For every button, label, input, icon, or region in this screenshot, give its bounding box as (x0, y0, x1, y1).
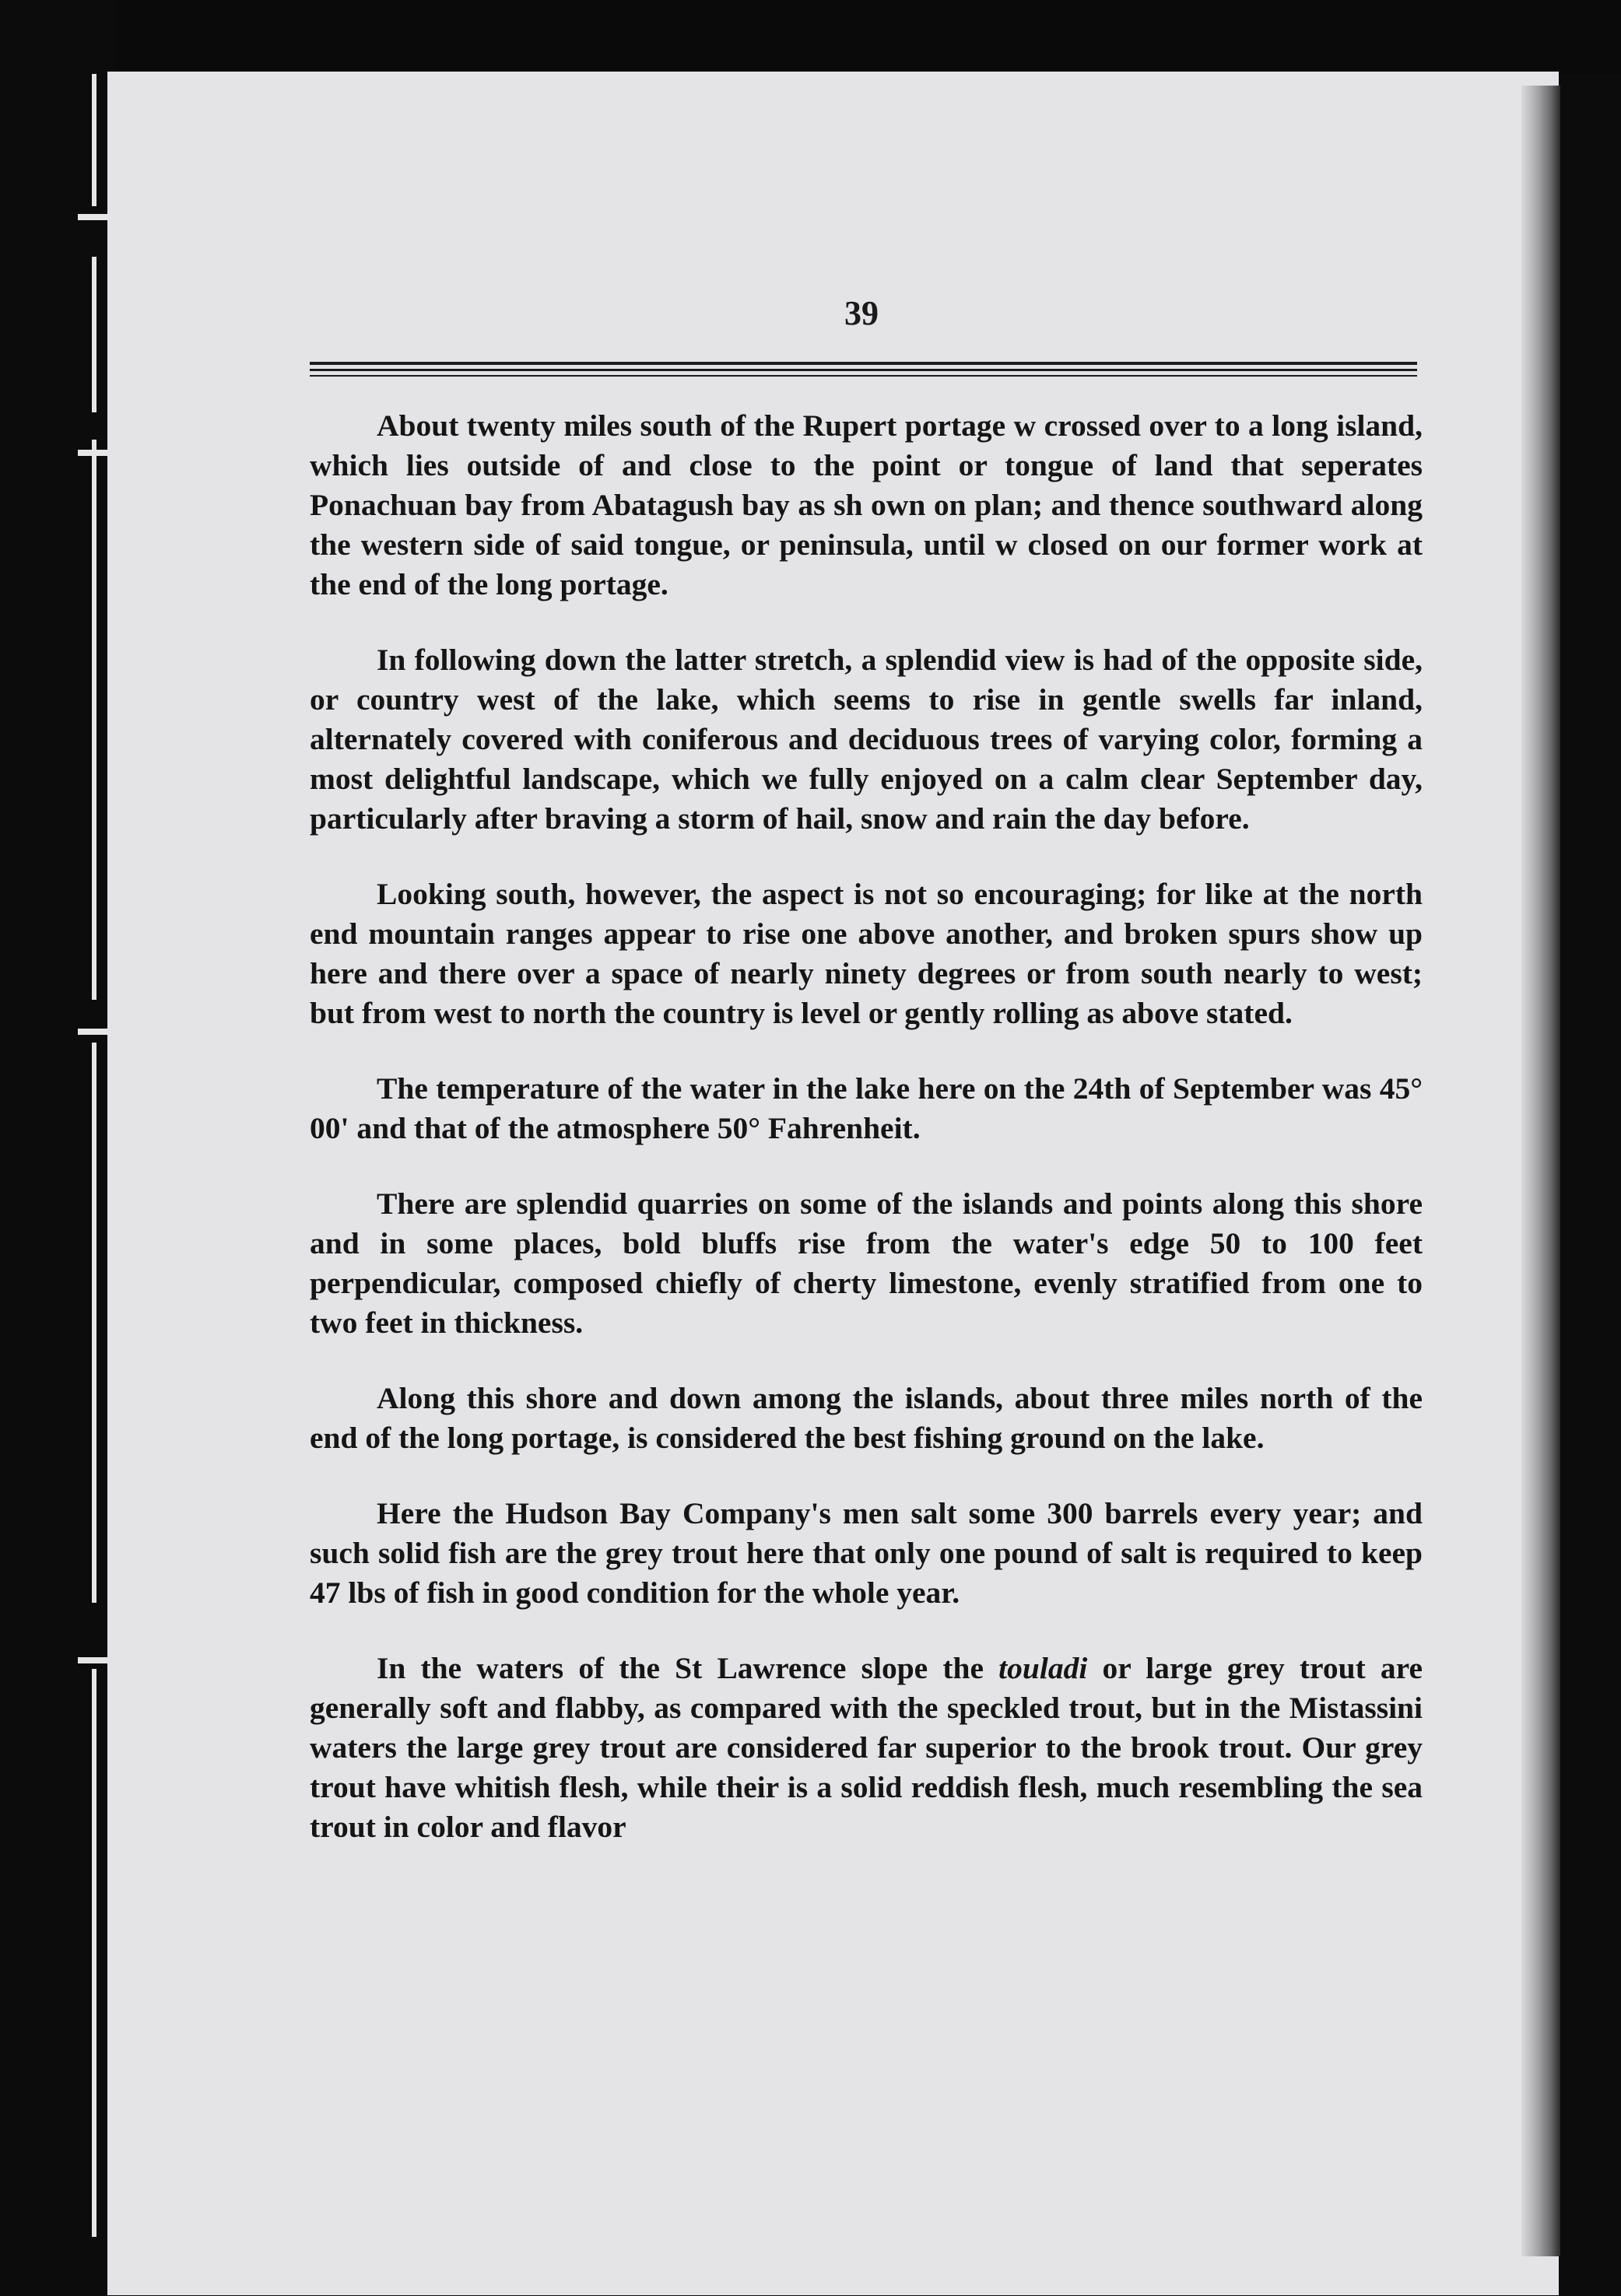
paragraph-text: or large grey trout are generally soft and flabby, as compared with the speckled trout, but in the Mistassini waters the large grey trout are considered far superior to the brook trout. Our grey trout have whitish flesh, while their is a solid reddish flesh, much resembling the sea trout in color and flavor (310, 1651, 1423, 1844)
header-rule (310, 369, 1417, 371)
paragraph: The temperature of the water in the lake here on the 24th of September was 45° 00' and that of the atmosphere 50° Fahrenheit. (310, 1071, 1423, 1145)
binding-thread (92, 1043, 96, 1603)
paragraph: Looking south, however, the aspect is not so encouraging; for like at the north end mountain ranges appear to rise one above another, and broken spurs show up here and there over a space of nearly ninety degrees or from south nearly to west; but from west to north the country is level or gently rolling as above stated. (310, 877, 1423, 1030)
italic-term: touladi (998, 1651, 1088, 1685)
paragraph: About twenty miles south of the Rupert portage w crossed over to a long island, which lies outside of and close to the point or tongue of land that seperates Ponachuan bay from Abatagush bay as sh own on plan; and thence southward along the western side of said tongue, or peninsula, until w closed on our former work at the end of the long portage. (310, 408, 1423, 601)
scan-border-left (0, 0, 117, 2296)
paragraph: There are splendid quarries on some of the islands and points along this shore and in some places, bold bluffs rise from the water's edge 50 to 100 feet perpendicular, composed chiefly of cherty limestone, evenly stratified from one to two feet in thickness. (310, 1187, 1423, 1340)
paragraph: In following down the latter stretch, a splendid view is had of the opposite side, or country west of the lake, which seems to rise in gentle swells far inland, alternately covered with coniferous and deciduous trees of varying color, forming a most delightful landscape, which we fully enjoyed on a calm clear September day, particularly after braving a storm of hail, snow and rain the day before. (310, 643, 1423, 836)
paragraph-text: In the waters of the St Lawrence slope the (377, 1651, 999, 1685)
paragraph: Along this shore and down among the islands, about three miles north of the end of the long portage, is considered the best fishing ground on the lake. (310, 1381, 1423, 1455)
binding-thread (92, 1669, 96, 2237)
paragraph: Here the Hudson Bay Company's men salt some 300 barrels every year; and such solid fish are the grey trout here that only one pound of salt is required to keep 47 lbs of fish in good condition for the whole year. (310, 1496, 1423, 1610)
header-rule (310, 362, 1417, 365)
binding-thread (92, 257, 96, 412)
binding-thread (92, 440, 96, 1000)
binding-thread (92, 74, 96, 206)
page-edge-shadow (1521, 86, 1560, 2256)
scan-border-top (0, 0, 1621, 74)
header-rule (310, 375, 1417, 377)
body-text (310, 406, 1423, 1883)
page-number: 39 (844, 294, 879, 332)
paragraph (310, 1649, 1423, 1847)
